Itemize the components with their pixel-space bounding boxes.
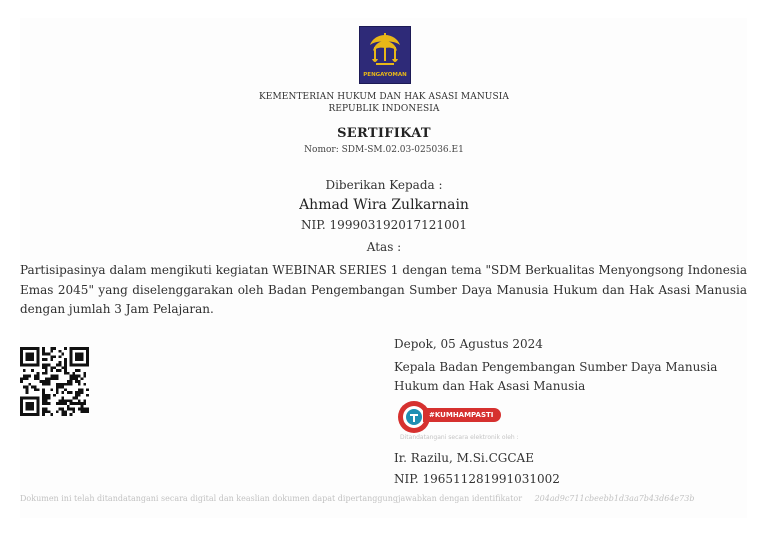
reason-intro: Atas : [366, 240, 402, 254]
pengayoman-emblem-icon [359, 26, 411, 84]
verification-note: Dokumen ini telah ditandatangani secara digital dan keaslian dokumen dapat dipertanggungjawabkan dengan identifikator [20, 494, 523, 503]
e-signature-badge [397, 400, 525, 444]
signer-nip: NIP. 196511281991031002 [394, 472, 560, 486]
country-name: REPUBLIK INDONESIA [328, 104, 440, 114]
certificate-title: SERTIFIKAT [337, 126, 431, 141]
logo-caption: PENGAYOMAN [363, 72, 407, 78]
verification-footer [20, 494, 694, 503]
signature-place-date: Depok, 05 Agustus 2024 [394, 337, 543, 351]
e-signature-hashtag: #KUMHAMPASTI [423, 408, 501, 422]
document-identifier: 204ad9c711cbeebb1d3aa7b43d64e73b [534, 494, 695, 503]
e-signature-note: Ditandatangani secara elektronik oleh : [400, 434, 519, 441]
qr-code-icon [20, 347, 89, 416]
recipient-intro: Diberikan Kepada : [325, 178, 443, 192]
signer-name: Ir. Razilu, M.Si.CGCAE [394, 451, 534, 465]
ministry-header [0, 91, 768, 115]
recipient-nip: NIP. 199903192017121001 [301, 218, 467, 232]
signer-role: Kepala Badan Pengembangan Sumber Daya Manusia Hukum dan Hak Asasi Manusia [394, 360, 718, 393]
ministry-name: KEMENTERIAN HUKUM DAN HAK ASASI MANUSIA [258, 92, 509, 102]
recipient-name: Ahmad Wira Zulkarnain [299, 197, 469, 213]
certificate-body: Partisipasinya dalam mengikuti kegiatan WEBINAR SERIES 1 dengan tema "SDM Berkualitas Menyongsong Indonesia Emas 2045" yang diselenggarakan oleh Badan Pengembangan Sumber Daya Manusia Hukum dan Hak Asasi Manusia dengan jumlah 3 Jam Pelajaran. [20, 263, 747, 316]
certificate-number: Nomor: SDM-SM.02.03-025036.E1 [304, 145, 464, 155]
